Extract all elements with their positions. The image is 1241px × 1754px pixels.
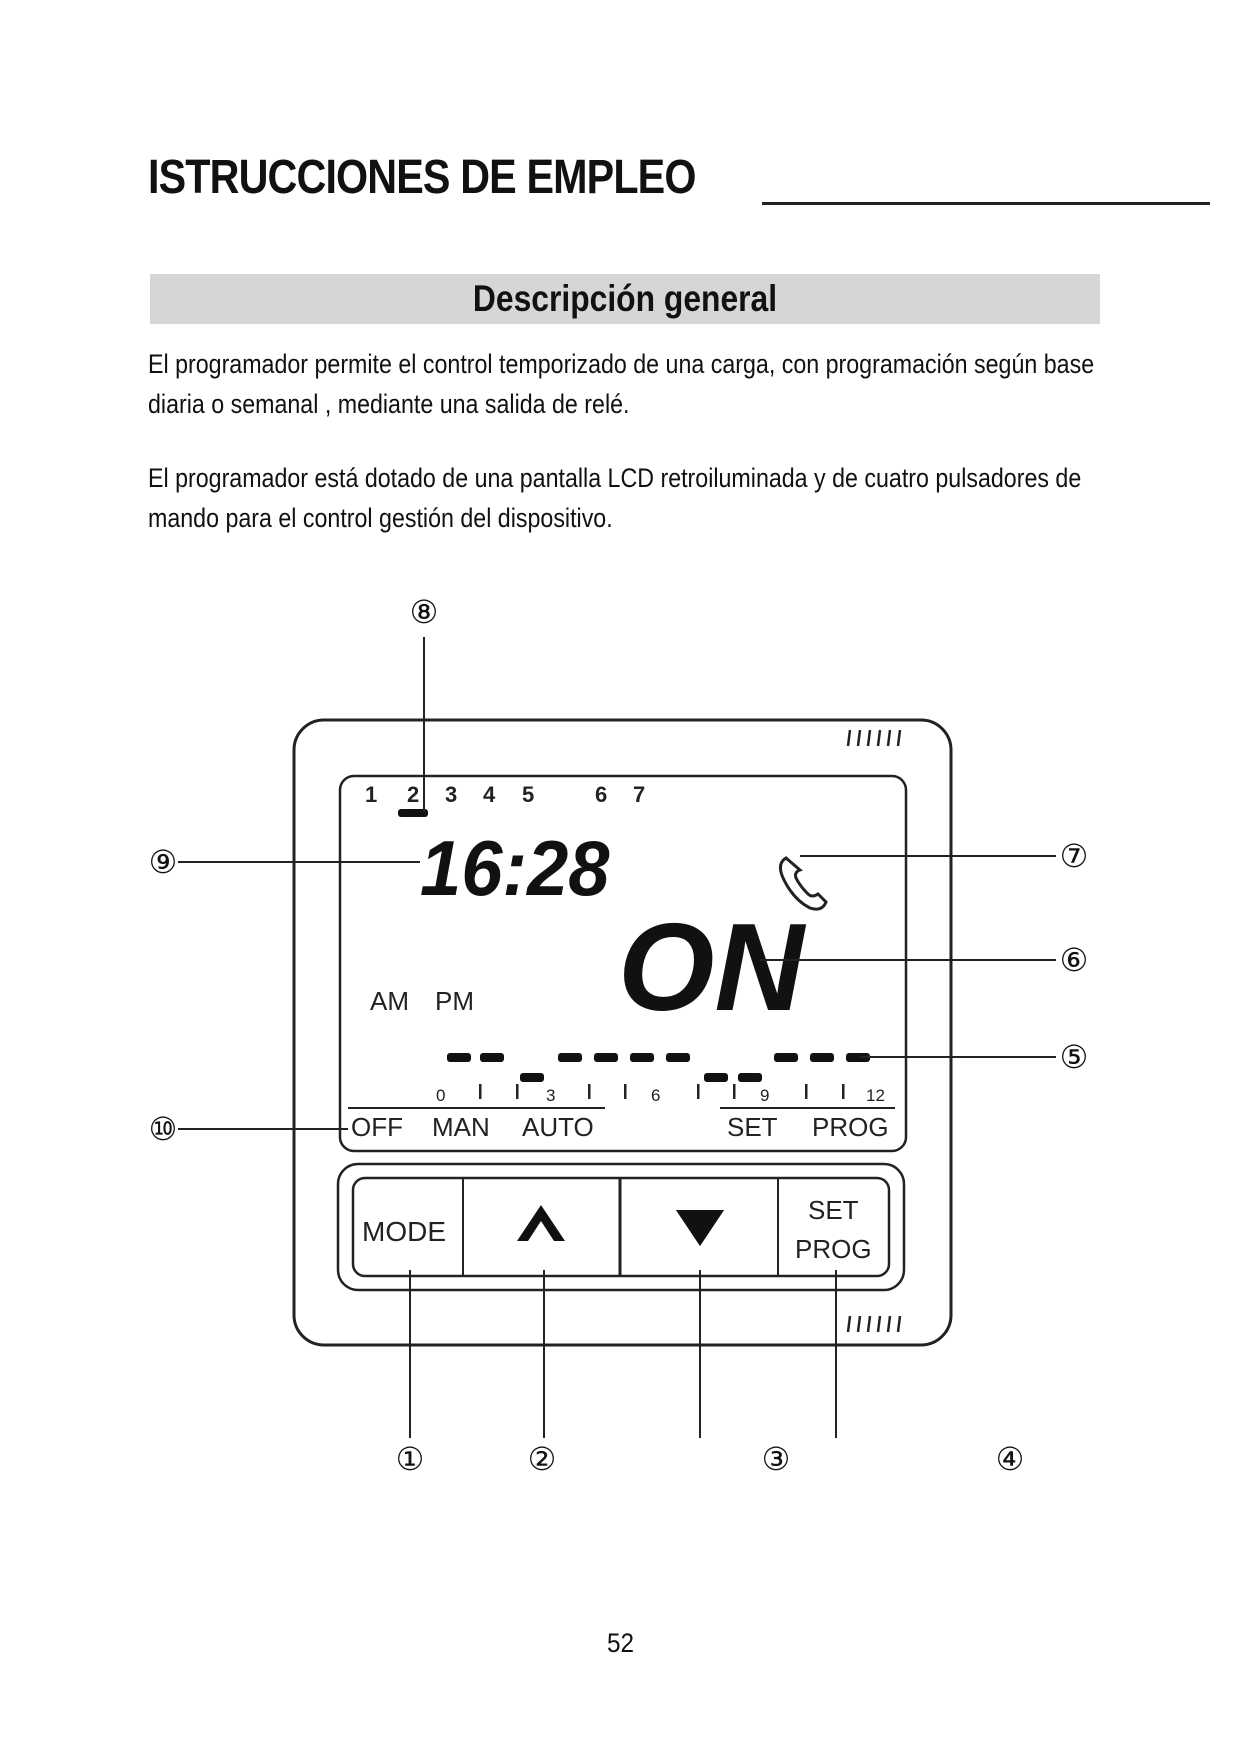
callout-4: ④: [995, 1441, 1025, 1477]
day-3-label: 3: [445, 782, 458, 807]
prog-button-label: PROG: [795, 1234, 872, 1264]
paragraph-intro: El programador permite el control temporizado de una carga, con programación según base diaria o semanal , mediante una salida de relé.: [148, 349, 1095, 419]
day-2-label: 2: [407, 782, 420, 807]
mode-off-label: OFF: [351, 1112, 403, 1142]
mode-prog-label: PROG: [812, 1112, 889, 1142]
day-7-label: 7: [633, 782, 646, 807]
mode-man-label: MAN: [432, 1112, 490, 1142]
hour-tick-3: 3: [546, 1086, 556, 1105]
section-title: Descripción general: [472, 278, 778, 319]
mode-button[interactable]: [362, 1216, 446, 1247]
am-label: AM: [370, 986, 409, 1016]
day-1-label: 1: [365, 782, 378, 807]
hour-tick-12: 12: [866, 1086, 885, 1105]
device-diagram: [0, 590, 1241, 1490]
page-number: 52: [606, 1628, 635, 1658]
callout-5: ⑤: [1059, 1039, 1089, 1075]
mode-auto-label: AUTO: [522, 1112, 594, 1142]
callout-8: ⑧: [409, 594, 439, 630]
day-4-label: 4: [483, 782, 496, 807]
hour-tick-0: 0: [436, 1086, 446, 1105]
hour-tick-9: 9: [760, 1086, 770, 1105]
hour-tick-6: 6: [651, 1086, 661, 1105]
paragraph-lcd: El programador está dotado de una pantalla LCD retroiluminada y de cuatro pulsadores de mando para el control gestión del dispositivo.: [148, 463, 1082, 533]
day-5-label: 5: [522, 782, 535, 807]
page-title: ISTRUCCIONES DE EMPLEO: [148, 151, 696, 204]
mode-set-label: SET: [727, 1112, 778, 1142]
lcd-time: 16:28: [420, 825, 610, 913]
lcd-state: ON: [618, 899, 804, 1037]
callout-9: ⑨: [148, 844, 178, 880]
pm-label: PM: [435, 986, 474, 1016]
set-button-label: SET: [808, 1195, 859, 1225]
title-rule: [762, 202, 1210, 205]
day-6-label: 6: [595, 782, 608, 807]
callout-10: ⑩: [148, 1111, 178, 1147]
callout-1: ①: [395, 1441, 425, 1477]
callout-2: ②: [527, 1441, 557, 1477]
callout-7: ⑦: [1059, 838, 1089, 874]
callout-6: ⑥: [1059, 942, 1089, 978]
callout-3: ③: [761, 1441, 791, 1477]
mode-button-label: MODE: [362, 1216, 446, 1247]
section-header-band: [150, 274, 1100, 324]
